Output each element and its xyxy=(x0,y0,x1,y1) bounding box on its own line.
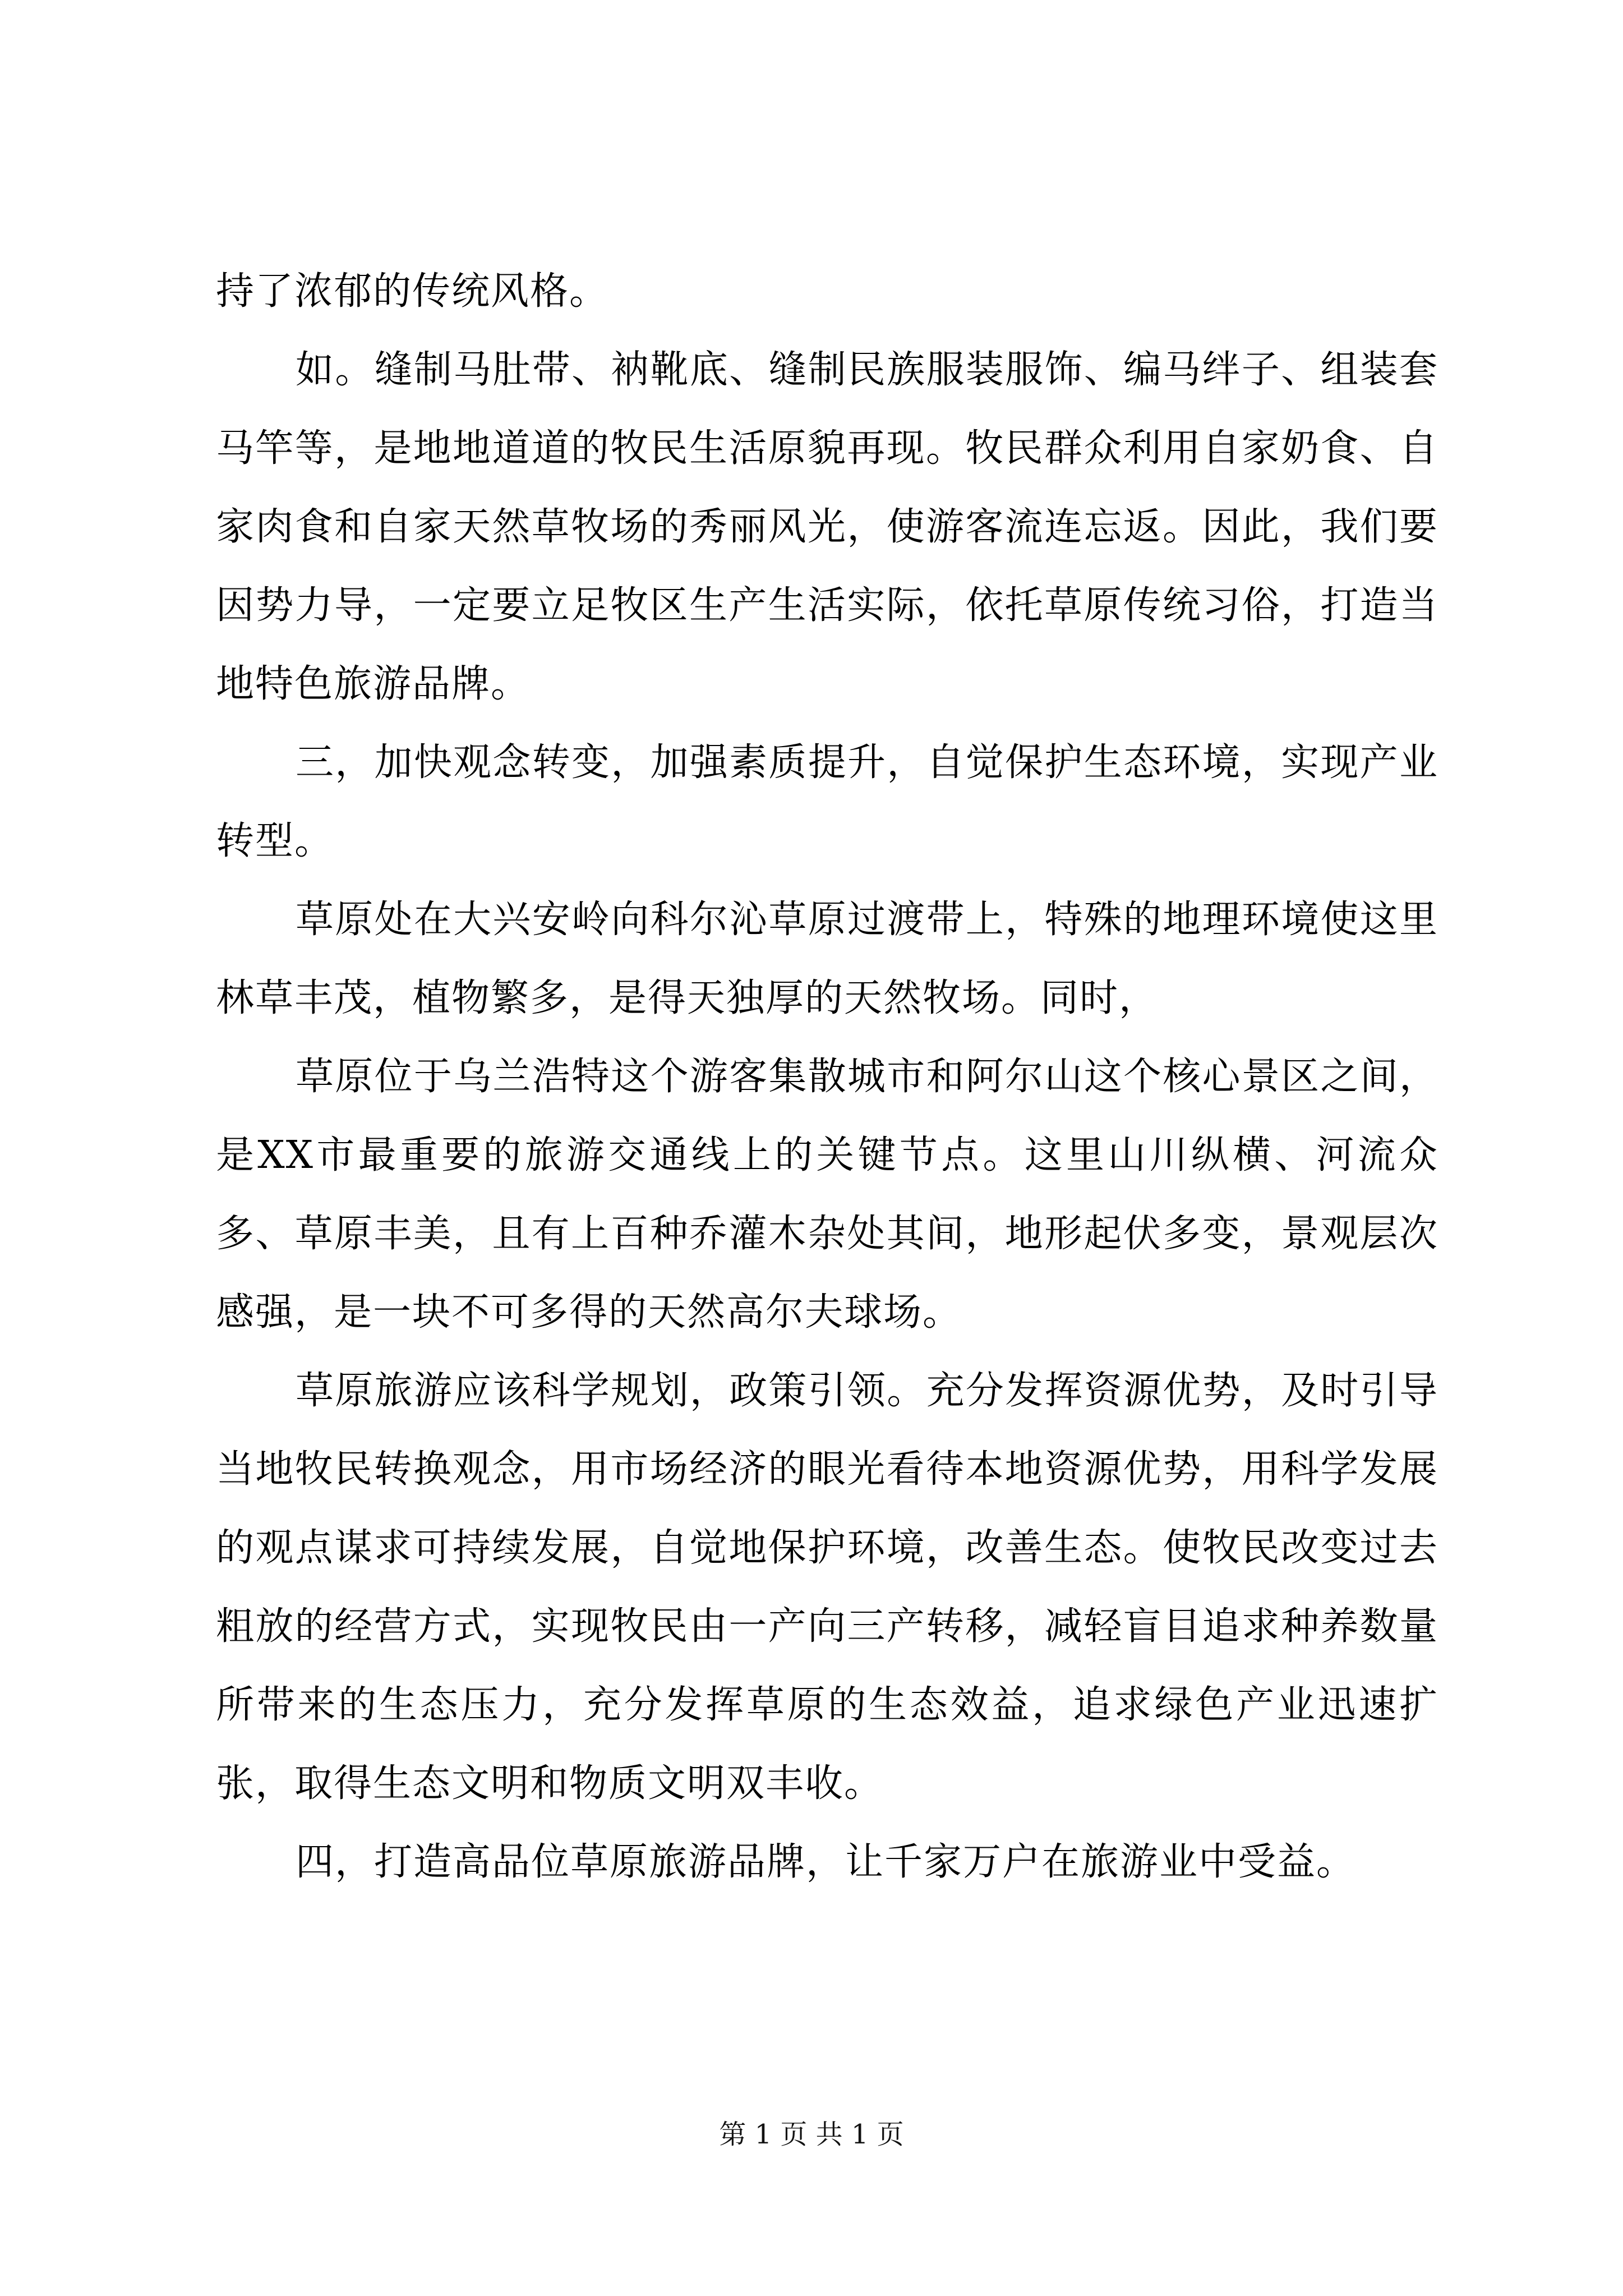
paragraph: 草原位于乌兰浩特这个游客集散城市和阿尔山这个核心景区之间，是XX市最重要的旅游交通线上的关键节点。这里山川纵横、河流众多、草原丰美，且有上百种乔灌木杂处其间，地形起伏多变，景观层次感强，是一块不可多得的天然高尔夫球场。 xyxy=(216,1055,1438,1335)
page-footer: 第 1 页 共 1 页 xyxy=(719,2119,904,2150)
paragraph-continuation: 持了浓郁的传统风格。 xyxy=(216,269,609,314)
paragraph: 草原旅游应该科学规划，政策引领。充分发挥资源优势，及时引导当地牧民转换观念，用市场经济的眼光看待本地资源优势，用科学发展的观点谋求可持续发展，自觉地保护环境，改善生态。使牧民改变过去粗放的经营方式，实现牧民由一产向三产转移，减轻盲目追求种养数量所带来的生态压力，充分发挥草原的生态效益，追求绿色产业迅速扩张，取得生态文明和物质文明双丰收。 xyxy=(216,1369,1438,1806)
paragraph: 草原处在大兴安岭向科尔沁草原过渡带上，特殊的地理环境使这里林草丰茂，植物繁多，是得天独厚的天然牧场。同时， xyxy=(216,898,1438,1020)
paragraph: 如。缝制马肚带、衲靴底、缝制民族服装服饰、编马绊子、组装套马竿等，是地地道道的牧民生活原貌再现。牧民群众利用自家奶食、自家肉食和自家天然草牧场的秀丽风光，使游客流连忘返。因此，我们要因势力导，一定要立足牧区生产生活实际，依托草原传统习俗，打造当地特色旅游品牌。 xyxy=(216,348,1438,706)
section-heading-3: 三，加快观念转变，加强素质提升，自觉保护生态环境，实现产业转型。 xyxy=(216,740,1438,863)
document-body xyxy=(216,252,1438,1902)
section-heading-4: 四，打造高品位草原旅游品牌，让千家万户在旅游业中受益。 xyxy=(296,1840,1356,1884)
